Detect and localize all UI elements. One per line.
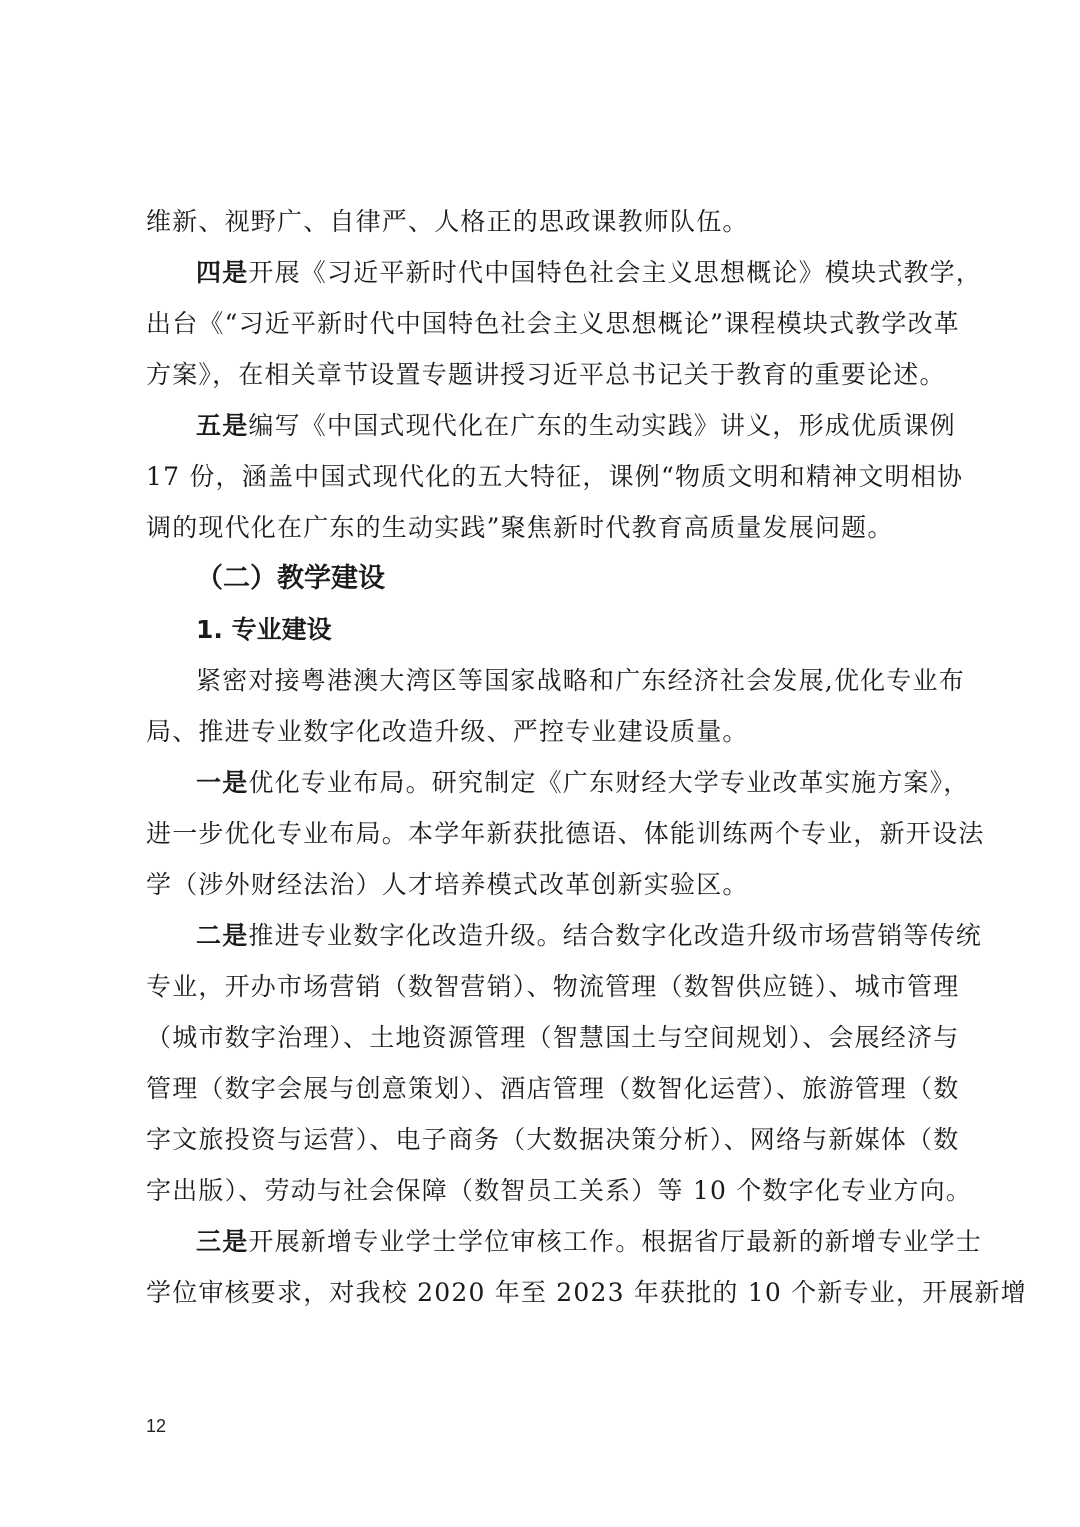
paragraph-line: 局、推进专业数字化改造升级、严控专业建设质量。: [146, 717, 749, 746]
paragraph-line: 学（涉外财经法治）人才培养模式改革创新实验区。: [146, 870, 749, 899]
paragraph-line: 三是开展新增专业学士学位审核工作。根据省厅最新的新增专业学士: [196, 1227, 983, 1256]
section-heading: （二）教学建设: [196, 563, 385, 594]
lead-phrase: 三是: [196, 1227, 249, 1256]
paragraph-line: 出台《“习近平新时代中国特色社会主义思想概论”课程模块式教学改革: [146, 309, 960, 338]
subsection-heading: 1. 专业建设: [196, 615, 332, 644]
lead-phrase: 一是: [196, 768, 249, 797]
paragraph-line: 进一步优化专业布局。本学年新获批德语、体能训练两个专业，新开设法: [146, 819, 985, 848]
paragraph-line: 方案》，在相关章节设置专题讲授习近平总书记关于教育的重要论述。: [146, 360, 946, 389]
lead-phrase: 五是: [196, 411, 249, 440]
page-number: 12: [146, 1416, 167, 1436]
paragraph-line: 专业，开办市场营销（数智营销）、物流管理（数智供应链）、城市管理: [146, 972, 960, 1001]
paragraph-line: 调的现代化在广东的生动实践”聚焦新时代教育高质量发展问题。: [146, 513, 894, 542]
lead-phrase: 二是: [196, 921, 249, 950]
paragraph-line: 维新、视野广、自律严、人格正的思政课教师队伍。: [146, 207, 749, 236]
lead-phrase: 四是: [196, 258, 249, 287]
paragraph-line: 四是开展《习近平新时代中国特色社会主义思想概论》模块式教学，: [196, 258, 983, 287]
paragraph-line: 五是编写《中国式现代化在广东的生动实践》讲义，形成优质课例: [196, 411, 956, 440]
paragraph-line: 一是优化专业布局。研究制定《广东财经大学专业改革实施方案》，: [196, 768, 970, 797]
paragraph-line: （城市数字治理）、土地资源管理（智慧国土与空间规划）、会展经济与: [146, 1023, 960, 1052]
paragraph-line: 二是推进专业数字化改造升级。结合数字化改造升级市场营销等传统: [196, 921, 983, 950]
paragraph-line: 管理（数字会展与创意策划）、酒店管理（数智化运营）、旅游管理（数: [146, 1074, 960, 1103]
paragraph-line: 紧密对接粤港澳大湾区等国家战略和广东经济社会发展,优化专业布: [196, 666, 965, 695]
paragraph-line: 学位审核要求，对我校 2020 年至 2023 年获批的 10 个新专业，开展新增: [146, 1278, 1027, 1307]
paragraph-line: 字出版）、劳动与社会保障（数智员工关系）等 10 个数字化专业方向。: [146, 1176, 973, 1205]
paragraph-line: 17 份，涵盖中国式现代化的五大特征，课例“物质文明和精神文明相协: [146, 462, 964, 491]
paragraph-line: 字文旅投资与运营）、电子商务（大数据决策分析）、网络与新媒体（数: [146, 1125, 960, 1154]
